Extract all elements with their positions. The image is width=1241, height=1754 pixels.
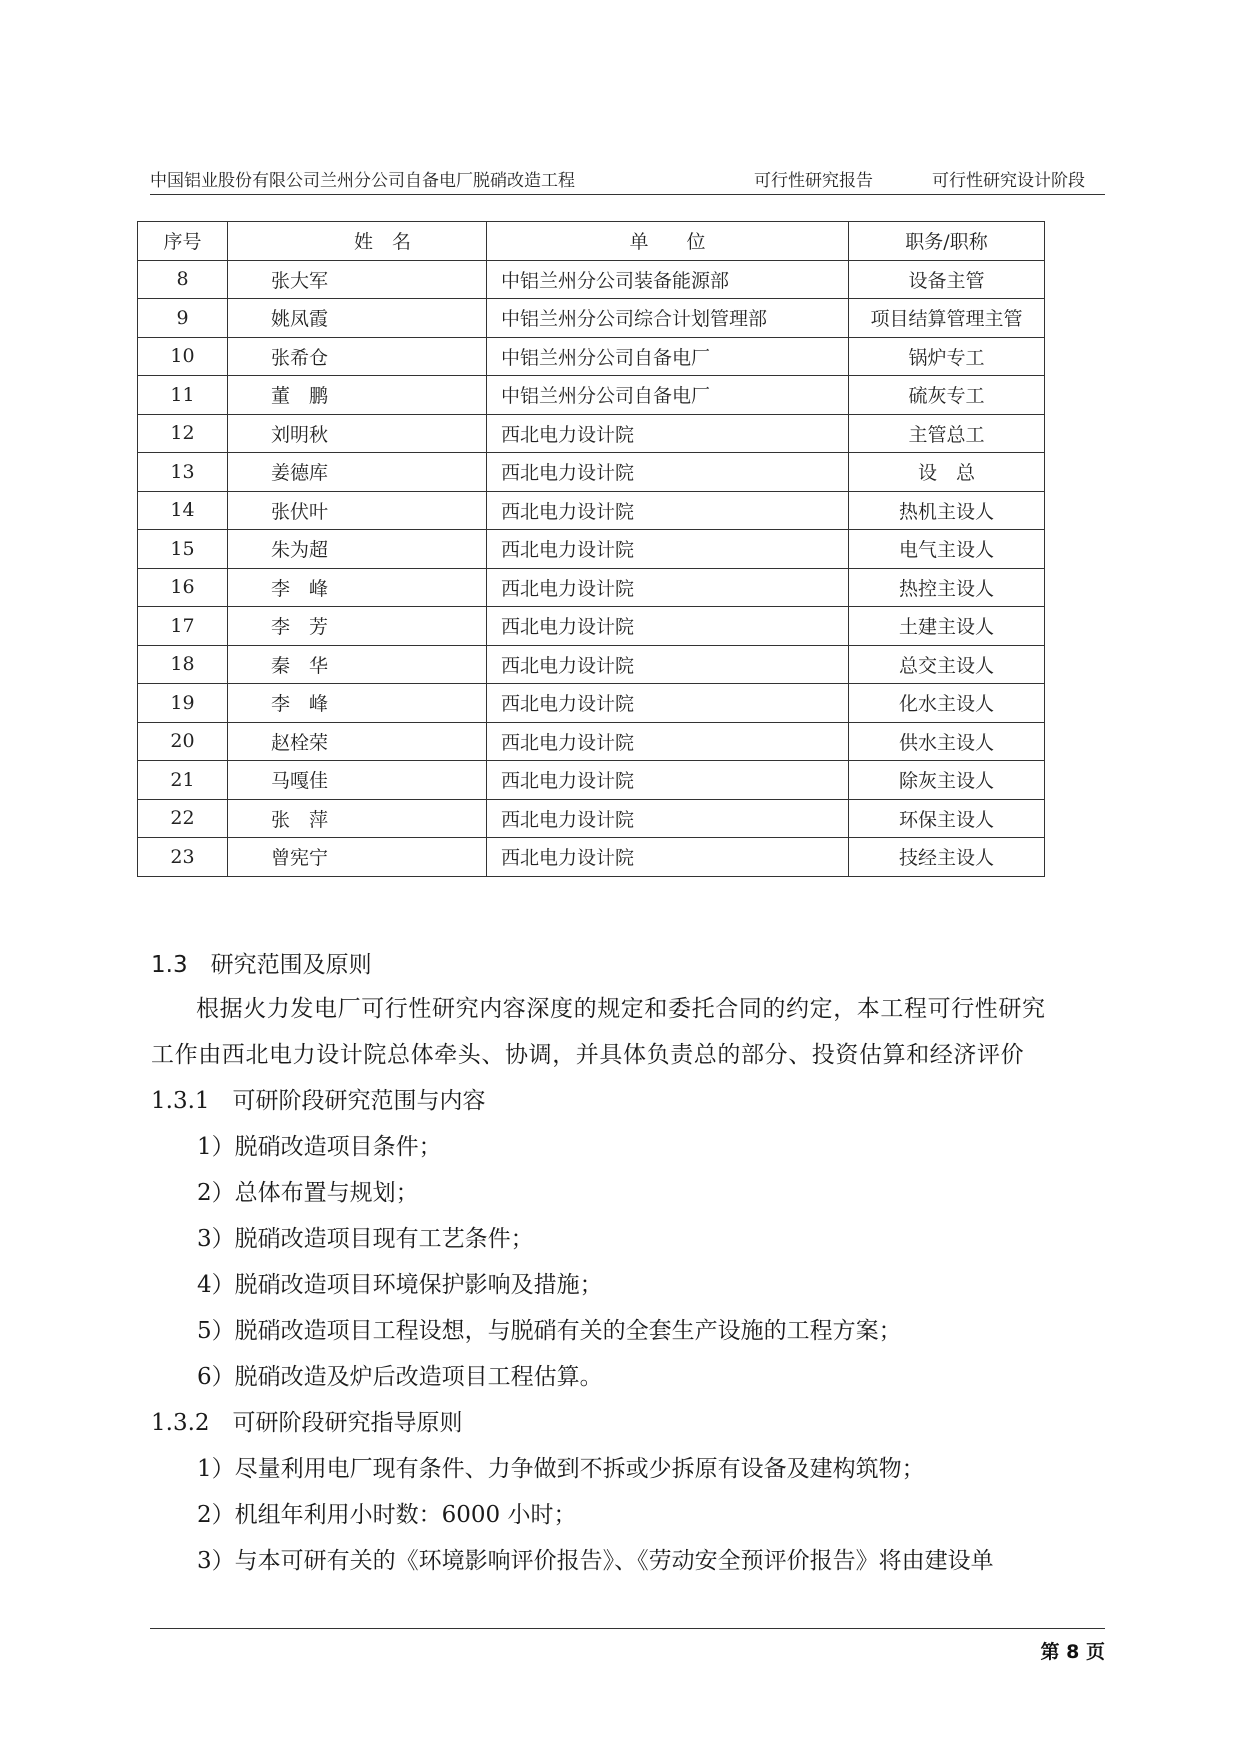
cell-title: 总交主设人 xyxy=(849,645,1045,684)
list-item: 5）脱硝改造项目工程设想，与脱硝有关的全套生产设施的工程方案； xyxy=(197,1318,902,1344)
cell-name: 张伏叶 xyxy=(228,491,487,530)
cell-unit: 西北电力设计院 xyxy=(487,530,849,569)
page-header xyxy=(150,164,1105,195)
cell-name: 赵栓荣 xyxy=(228,722,487,761)
table-row xyxy=(138,260,1045,299)
cell-name: 张 萍 xyxy=(228,799,487,838)
header-project-title: 中国铝业股份有限公司兰州分公司自备电厂脱硝改造工程 xyxy=(150,171,575,191)
table-row xyxy=(138,838,1045,877)
cell-name: 张大军 xyxy=(228,260,487,299)
list-item: 1）脱硝改造项目条件； xyxy=(197,1134,442,1160)
cell-title: 锅炉专工 xyxy=(849,337,1045,376)
cell-title: 技经主设人 xyxy=(849,838,1045,877)
list-item: 3）与本可研有关的《环境影响评价报告》、《劳动安全预评价报告》将由建设单 xyxy=(197,1548,994,1574)
section-title: 1.3 研究范围及原则 xyxy=(151,952,372,978)
list-item: 1）尽量利用电厂现有条件、力争做到不拆或少拆原有设备及建构筑物； xyxy=(197,1456,925,1482)
table-row xyxy=(138,645,1045,684)
cell-unit: 西北电力设计院 xyxy=(487,684,849,723)
list-item: 6）脱硝改造及炉后改造项目工程估算。 xyxy=(197,1364,603,1390)
list-item: 2）总体布置与规划； xyxy=(197,1180,419,1206)
cell-title: 供水主设人 xyxy=(849,722,1045,761)
cell-title: 除灰主设人 xyxy=(849,761,1045,800)
table-row xyxy=(138,376,1045,415)
cell-number: 15 xyxy=(138,530,228,569)
cell-number: 20 xyxy=(138,722,228,761)
table-row xyxy=(138,684,1045,723)
cell-name: 董 鹏 xyxy=(228,376,487,415)
cell-title: 热控主设人 xyxy=(849,568,1045,607)
cell-unit: 西北电力设计院 xyxy=(487,491,849,530)
personnel-table xyxy=(137,221,1045,877)
table-row xyxy=(138,722,1045,761)
cell-number: 11 xyxy=(138,376,228,415)
col-header-title: 职务/职称 xyxy=(849,222,1045,261)
cell-title: 设备主管 xyxy=(849,260,1045,299)
cell-title: 设 总 xyxy=(849,453,1045,492)
table-row xyxy=(138,568,1045,607)
table-row xyxy=(138,761,1045,800)
cell-number: 23 xyxy=(138,838,228,877)
cell-name: 曾宪宁 xyxy=(228,838,487,877)
cell-unit: 西北电力设计院 xyxy=(487,414,849,453)
cell-number: 9 xyxy=(138,299,228,338)
cell-unit: 西北电力设计院 xyxy=(487,453,849,492)
col-header-number: 序号 xyxy=(138,222,228,261)
table-row xyxy=(138,530,1045,569)
cell-title: 热机主设人 xyxy=(849,491,1045,530)
cell-number: 12 xyxy=(138,414,228,453)
subsection-title-1: 1.3.1 可研阶段研究范围与内容 xyxy=(151,1088,486,1114)
col-header-unit: 单 位 xyxy=(487,222,849,261)
cell-title: 电气主设人 xyxy=(849,530,1045,569)
cell-name: 姜德库 xyxy=(228,453,487,492)
table-row xyxy=(138,299,1045,338)
cell-name: 马嘎佳 xyxy=(228,761,487,800)
table-row xyxy=(138,337,1045,376)
cell-number: 13 xyxy=(138,453,228,492)
cell-name: 李 芳 xyxy=(228,607,487,646)
cell-title: 化水主设人 xyxy=(849,684,1045,723)
cell-name: 刘明秋 xyxy=(228,414,487,453)
cell-name: 秦 华 xyxy=(228,645,487,684)
cell-unit: 中铝兰州分公司综合计划管理部 xyxy=(487,299,849,338)
cell-number: 18 xyxy=(138,645,228,684)
cell-unit: 西北电力设计院 xyxy=(487,645,849,684)
list-item: 3）脱硝改造项目现有工艺条件； xyxy=(197,1226,534,1252)
table-row xyxy=(138,453,1045,492)
cell-unit: 西北电力设计院 xyxy=(487,799,849,838)
page-number: 第 8 页 xyxy=(1040,1641,1105,1663)
cell-name: 李 峰 xyxy=(228,568,487,607)
footer-divider xyxy=(150,1628,1105,1629)
cell-unit: 中铝兰州分公司装备能源部 xyxy=(487,260,849,299)
cell-name: 张希仓 xyxy=(228,337,487,376)
cell-number: 8 xyxy=(138,260,228,299)
cell-number: 10 xyxy=(138,337,228,376)
cell-unit: 西北电力设计院 xyxy=(487,838,849,877)
cell-number: 21 xyxy=(138,761,228,800)
cell-number: 19 xyxy=(138,684,228,723)
header-report-type: 可行性研究报告 xyxy=(754,171,873,191)
subsection-title-2: 1.3.2 可研阶段研究指导原则 xyxy=(151,1410,463,1436)
cell-name: 李 峰 xyxy=(228,684,487,723)
table-row xyxy=(138,491,1045,530)
cell-title: 硫灰专工 xyxy=(849,376,1045,415)
table-header-row xyxy=(138,222,1045,261)
cell-title: 项目结算管理主管 xyxy=(849,299,1045,338)
cell-unit: 西北电力设计院 xyxy=(487,568,849,607)
cell-unit: 西北电力设计院 xyxy=(487,761,849,800)
cell-number: 16 xyxy=(138,568,228,607)
cell-number: 17 xyxy=(138,607,228,646)
cell-name: 朱为超 xyxy=(228,530,487,569)
cell-title: 环保主设人 xyxy=(849,799,1045,838)
list-item: 2）机组年利用小时数：6000 小时； xyxy=(197,1502,577,1528)
cell-unit: 西北电力设计院 xyxy=(487,722,849,761)
cell-unit: 中铝兰州分公司自备电厂 xyxy=(487,376,849,415)
cell-name: 姚凤霞 xyxy=(228,299,487,338)
cell-title: 土建主设人 xyxy=(849,607,1045,646)
table-row xyxy=(138,607,1045,646)
cell-number: 22 xyxy=(138,799,228,838)
cell-number: 14 xyxy=(138,491,228,530)
intro-paragraph-line-2: 工作由西北电力设计院总体牵头、协调，并具体负责总的部分、投资估算和经济评价 xyxy=(151,1042,1025,1068)
list-item: 4）脱硝改造项目环境保护影响及措施； xyxy=(197,1272,603,1298)
cell-title: 主管总工 xyxy=(849,414,1045,453)
cell-unit: 西北电力设计院 xyxy=(487,607,849,646)
cell-unit: 中铝兰州分公司自备电厂 xyxy=(487,337,849,376)
col-header-name: 姓 名 xyxy=(228,222,487,261)
table-row xyxy=(138,799,1045,838)
header-design-stage: 可行性研究设计阶段 xyxy=(932,171,1085,191)
intro-paragraph-line-1: 根据火力发电厂可行性研究内容深度的规定和委托合同的约定，本工程可行性研究 xyxy=(196,996,1046,1022)
table-row xyxy=(138,414,1045,453)
